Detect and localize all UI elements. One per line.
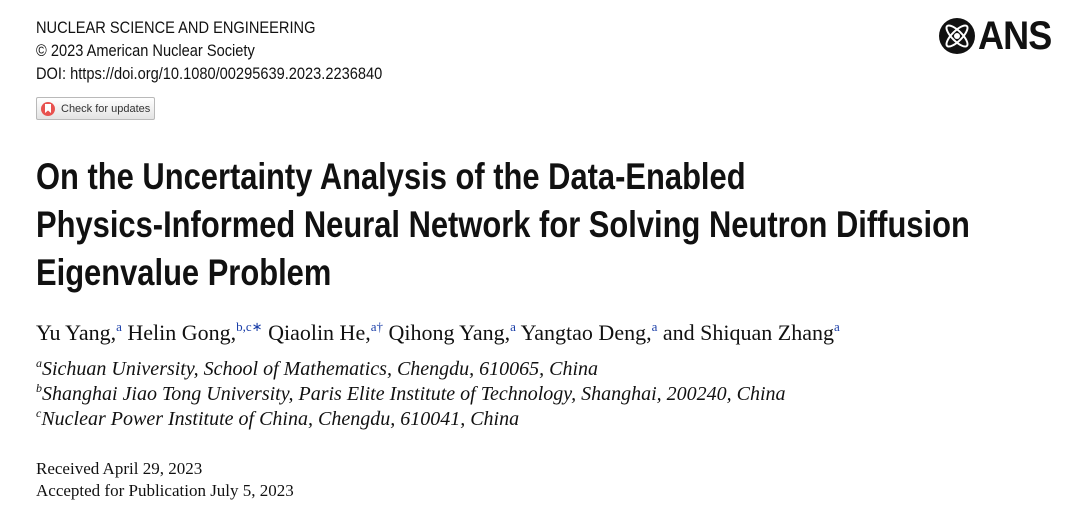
author-affiliation-mark[interactable]: a [510, 319, 516, 334]
atom-icon [938, 17, 976, 55]
received-date: Received April 29, 2023 [36, 459, 203, 478]
ans-logo [938, 14, 1059, 58]
journal-name: NUCLEAR SCIENCE AND ENGINEERING [36, 18, 316, 37]
affiliation-item [36, 407, 786, 432]
author-affiliation-mark[interactable]: a [116, 319, 122, 334]
author-name: Yangtao Deng, [520, 320, 652, 345]
doi-line[interactable]: DOI: https://doi.org/10.1080/00295639.2023.2236840 [36, 64, 383, 83]
affiliation-item [36, 382, 786, 407]
copyright-line: © 2023 American Nuclear Society [36, 41, 255, 60]
publication-dates [36, 458, 294, 502]
author-affiliation-mark[interactable]: a† [370, 319, 383, 334]
check-for-updates-button[interactable] [36, 97, 155, 120]
affiliation-mark: a [36, 356, 42, 370]
author-name: Helin Gong, [127, 320, 237, 345]
author-name: Yu Yang, [36, 320, 117, 345]
author-list [36, 320, 840, 346]
check-updates-icon [41, 102, 55, 116]
affiliation-mark: b [36, 381, 42, 395]
author-affiliation-mark[interactable]: b,c∗ [236, 319, 263, 334]
title-line: On the Uncertainty Analysis of the Data-Enabled [36, 156, 746, 197]
author-name: Qiaolin He, [268, 320, 371, 345]
ans-logo-text: ANS [978, 14, 1052, 58]
affiliation-text: Nuclear Power Institute of China, Chengdu, 610041, China [41, 408, 520, 430]
journal-header [36, 16, 382, 85]
accepted-date: Accepted for Publication July 5, 2023 [36, 481, 294, 500]
affiliation-mark: c [36, 406, 42, 420]
affiliation-list [36, 357, 786, 432]
affiliation-text: Sichuan University, School of Mathematics, Chengdu, 610065, China [42, 358, 599, 380]
affiliation-item [36, 357, 786, 382]
author-name: Qihong Yang, [388, 320, 511, 345]
title-line: Physics-Informed Neural Network for Solving Neutron Diffusion [36, 204, 970, 245]
affiliation-text: Shanghai Jiao Tong University, Paris Elite Institute of Technology, Shanghai, 200240, China [42, 383, 786, 405]
author-affiliation-mark[interactable]: a [833, 319, 840, 334]
author-affiliation-mark[interactable]: a [651, 319, 658, 334]
check-for-updates-label: Check for updates [61, 102, 151, 115]
author-name: and Shiquan Zhang [662, 320, 834, 345]
title-line: Eigenvalue Problem [36, 252, 332, 293]
paper-title [36, 153, 1021, 297]
